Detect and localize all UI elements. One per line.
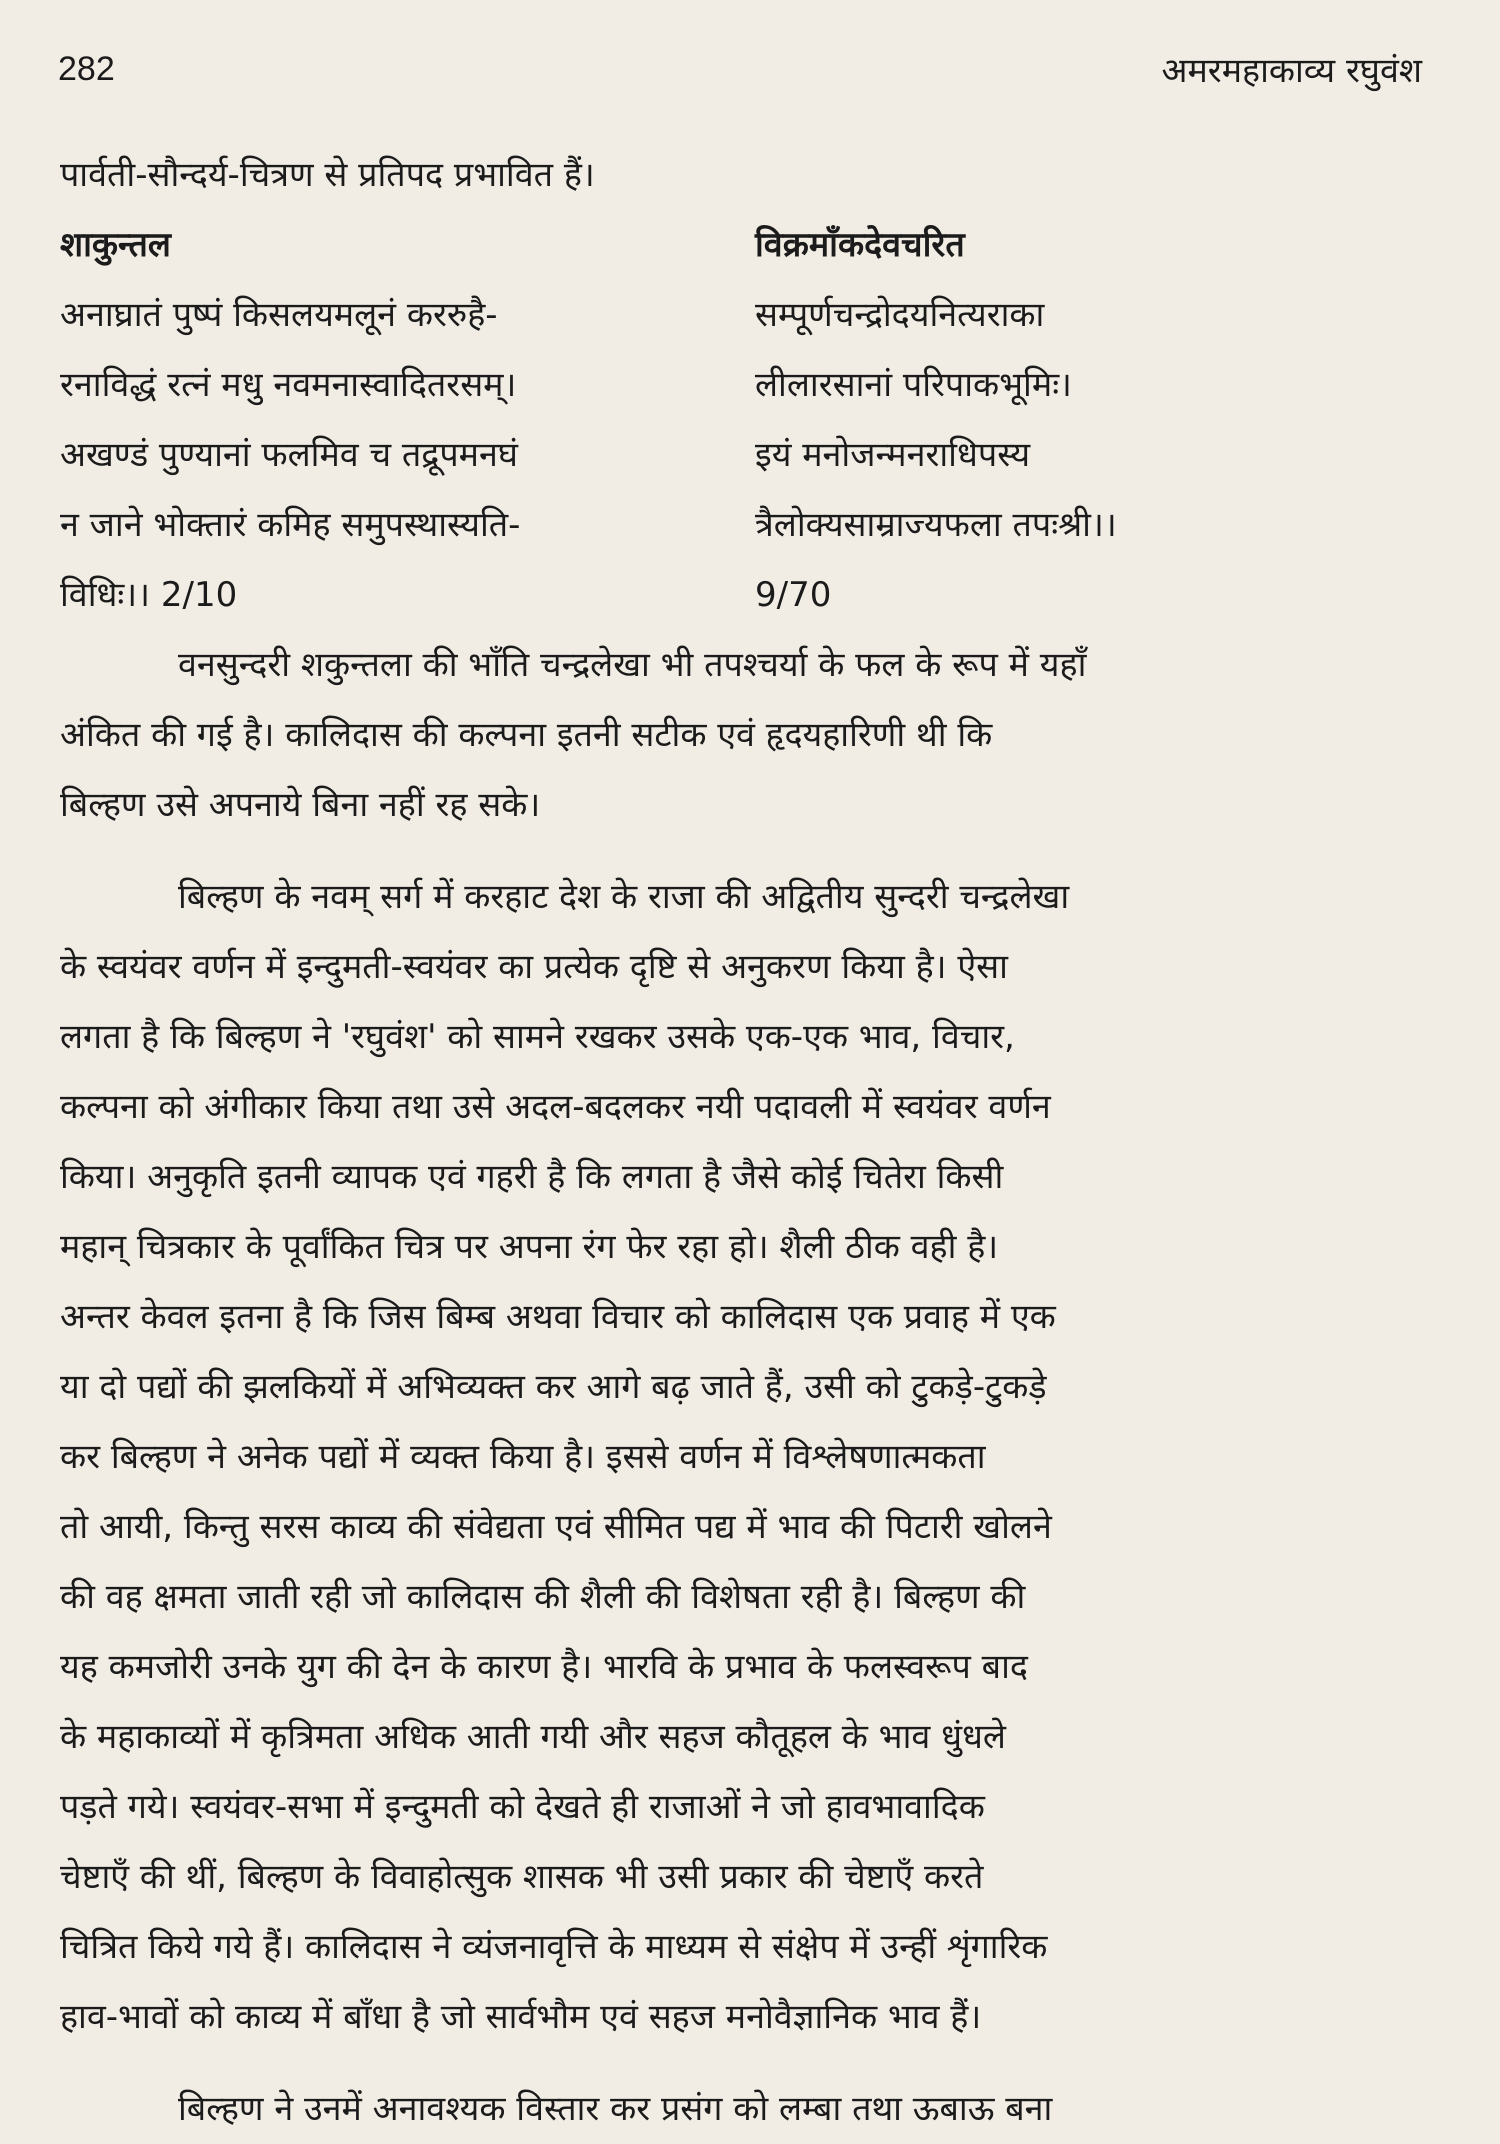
paragraph-line: कल्पना को अंगीकार किया तथा उसे अदल-बदलकर नयी पदावली में स्वयंवर वर्णन (60, 1087, 1051, 1127)
paragraph-line: के स्वयंवर वर्णन में इन्दुमती-स्वयंवर का प्रत्येक दृष्टि से अनुकरण किया है। ऐसा (60, 947, 1008, 987)
paragraph-line: हाव-भावों को काव्य में बाँधा है जो सार्वभौम एवं सहज मनोवैज्ञानिक भाव हैं। (60, 1997, 982, 2037)
paragraph-line: चेष्टाएँ की थीं, बिल्हण के विवाहोत्सुक शासक भी उसी प्रकार की चेष्टाएँ करते (60, 1857, 984, 1897)
paragraph-line: पड़ते गये। स्वयंवर-सभा में इन्दुमती को देखते ही राजाओं ने जो हावभावादिक (60, 1787, 985, 1827)
verse-reference: विधिः।। 2/10 (60, 575, 238, 615)
intro-line (60, 140, 1425, 210)
verse-reference: 9/70 (755, 575, 832, 615)
paragraph (60, 862, 1425, 2052)
paragraph-line: किया। अनुकृति इतनी व्यापक एवं गहरी है कि लगता है जैसे कोई चितेरा किसी (60, 1157, 1004, 1197)
verse-line: इयं मनोजन्मनराधिपस्य (755, 435, 1031, 475)
paragraph-line: के महाकाव्यों में कृत्रिमता अधिक आती गयी और सहज कौतूहल के भाव धुंधले (60, 1717, 1006, 1757)
verse-line: सम्पूर्णचन्द्रोदयनित्यराका (755, 295, 1045, 335)
paragraph-line: बिल्हण उसे अपनाये बिना नहीं रह सके। (60, 785, 541, 825)
paragraph-line: चित्रित किये गये हैं। कालिदास ने व्यंजनावृत्ति के माध्यम से संक्षेप में उन्हीं शृंगारिक (60, 1927, 1048, 1967)
paragraph-line: अंकित की गई है। कालिदास की कल्पना इतनी सटीक एवं हृदयहारिणी थी कि (60, 715, 993, 755)
paragraph-line: अन्तर केवल इतना है कि जिस बिम्ब अथवा विचार को कालिदास एक प्रवाह में एक (60, 1297, 1056, 1337)
paragraph-line: वनसुन्दरी शकुन्तला की भाँति चन्द्रलेखा भी तपश्चर्या के फल के रूप में यहाँ (178, 645, 1087, 685)
paragraph-line: बिल्हण ने उनमें अनावश्यक विस्तार कर प्रसंग को लम्बा तथा ऊबाऊ बना (178, 2089, 1053, 2129)
vikramankadevacharit-heading: विक्रमाँकदेवचरित (755, 225, 965, 265)
paragraph-line: बिल्हण के नवम् सर्ग में करहाट देश के राजा की अद्वितीय सुन्दरी चन्द्रलेखा (178, 877, 1070, 917)
paragraph (60, 630, 1425, 840)
verse-line: अखण्डं पुण्यानां फलमिव च तद्रूपमनघं (60, 435, 518, 475)
verse-line: त्रैलोक्यसाम्राज्यफला तपःश्री।। (755, 505, 1117, 545)
paragraph (60, 2074, 1425, 2144)
paragraph-line: यह कमजोरी उनके युग की देन के कारण है। भारवि के प्रभाव के फलस्वरूप बाद (60, 1647, 1028, 1687)
paragraph-line: महान् चित्रकार के पूर्वांकित चित्र पर अपना रंग फेर रहा हो। शैली ठीक वही है। (60, 1227, 999, 1267)
paragraph-line: की वह क्षमता जाती रही जो कालिदास की शैली की विशेषता रही है। बिल्हण की (60, 1577, 1026, 1617)
verse-line: न जाने भोक्तारं कमिह समुपस्थास्यति- (60, 505, 521, 545)
shakuntal-column (60, 210, 760, 630)
verse-line: रनाविद्धं रत्नं मधु नवमनास्वादितरसम्। (60, 365, 517, 405)
running-title: अमरमहाकाव्य रघुवंश (1161, 51, 1422, 91)
verse-line: लीलारसानां परिपाकभूमिः। (755, 365, 1072, 405)
shakuntal-heading: शाकुन्तल (60, 225, 171, 265)
intro-text: पार्वती-सौन्दर्य-चित्रण से प्रतिपद प्रभावित हैं। (60, 155, 595, 195)
verse-line: अनाघ्रातं पुष्पं किसलयमलूनं कररुहै- (60, 295, 498, 335)
page-number: 282 (58, 50, 115, 88)
paragraph-line: तो आयी, किन्तु सरस काव्य की संवेद्यता एवं सीमित पद्य में भाव की पिटारी खोलने (60, 1507, 1052, 1547)
body-text (60, 630, 1425, 2144)
vikramankadevacharit-column (755, 210, 1455, 630)
paragraph-line: कर बिल्हण ने अनेक पद्यों में व्यक्त किया है। इससे वर्णन में विश्लेषणात्मकता (60, 1437, 986, 1477)
paragraph-line: लगता है कि बिल्हण ने 'रघुवंश' को सामने रखकर उसके एक-एक भाव, विचार, (60, 1017, 1015, 1057)
paragraph-line: या दो पद्यों की झलकियों में अभिव्यक्त कर आगे बढ़ जाते हैं, उसी को टुकड़े-टुकड़े (60, 1367, 1047, 1407)
